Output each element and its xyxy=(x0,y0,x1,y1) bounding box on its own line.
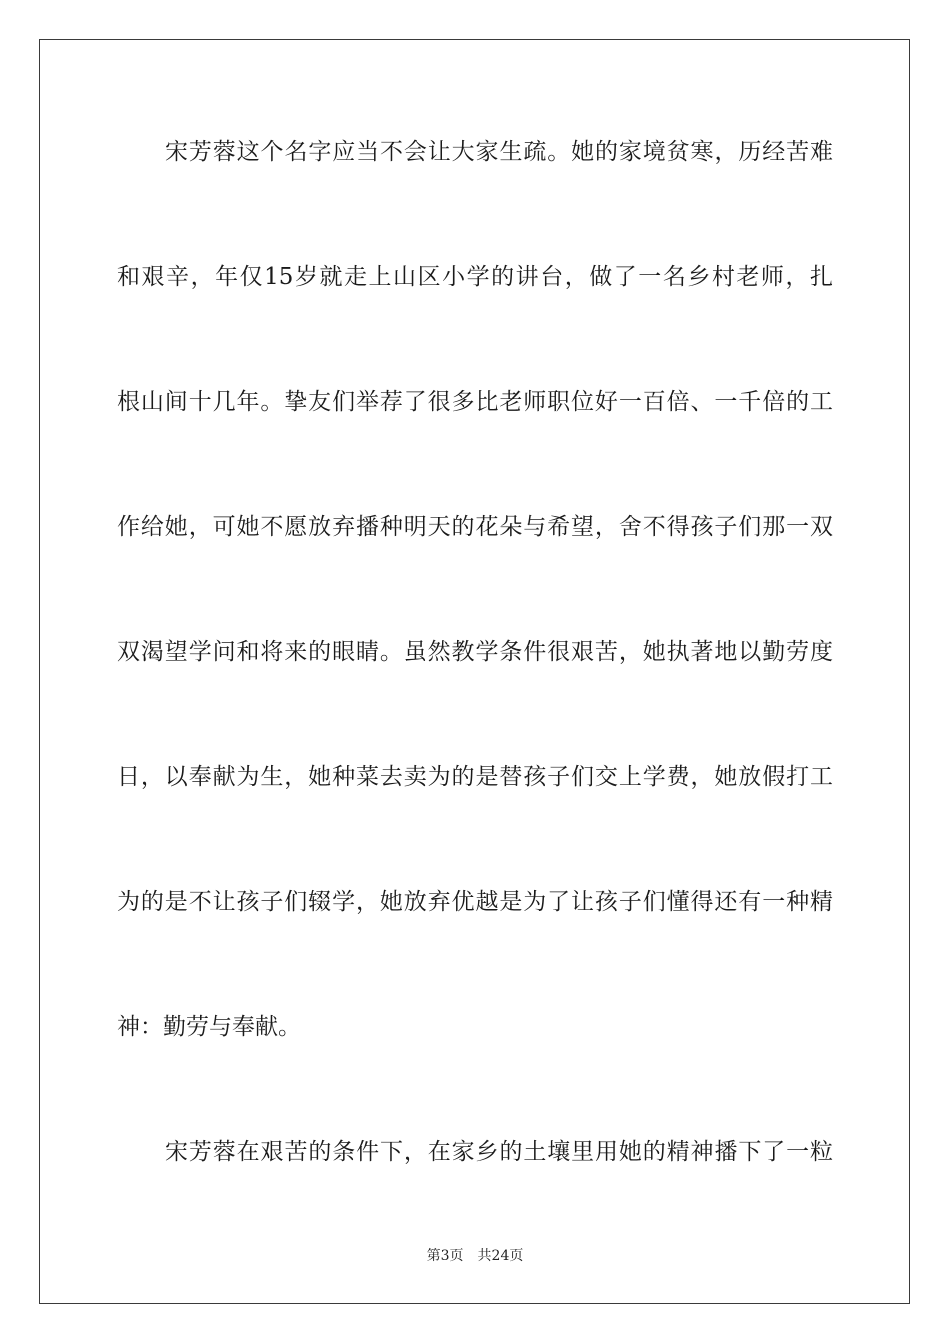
page-border xyxy=(39,39,910,1304)
paragraph-1-line-6: 日，以奉献为生，她种菜去卖为的是替孩子们交上学费，她放假打工 xyxy=(117,764,833,790)
page-footer xyxy=(0,1247,950,1265)
paragraph-1-line-7: 为的是不让孩子们辍学，她放弃优越是为了让孩子们懂得还有一种精 xyxy=(117,889,833,915)
paragraph-1-line-3: 根山间十几年。挚友们举荐了很多比老师职位好一百倍、一千倍的工 xyxy=(117,389,833,415)
page-number: 第3页 xyxy=(426,1248,464,1264)
paragraph-1-line-4: 作给她，可她不愿放弃播种明天的花朵与希望，舍不得孩子们那一双 xyxy=(117,514,833,540)
paragraph-1-line-5: 双渴望学问和将来的眼睛。虽然教学条件很艰苦，她执著地以勤劳度 xyxy=(117,639,833,665)
page-total: 共24页 xyxy=(477,1248,524,1264)
paragraph-2-line-1: 宋芳蓉在艰苦的条件下，在家乡的土壤里用她的精神播下了一粒 xyxy=(165,1139,833,1165)
paragraph-1-line-8: 神：勤劳与奉献。 xyxy=(117,1014,301,1040)
paragraph-1-line-1: 宋芳蓉这个名字应当不会让大家生疏。她的家境贫寒，历经苦难 xyxy=(165,139,833,165)
paragraph-1-line-2: 和艰辛，年仅15岁就走上山区小学的讲台，做了一名乡村老师，扎 xyxy=(117,264,833,290)
